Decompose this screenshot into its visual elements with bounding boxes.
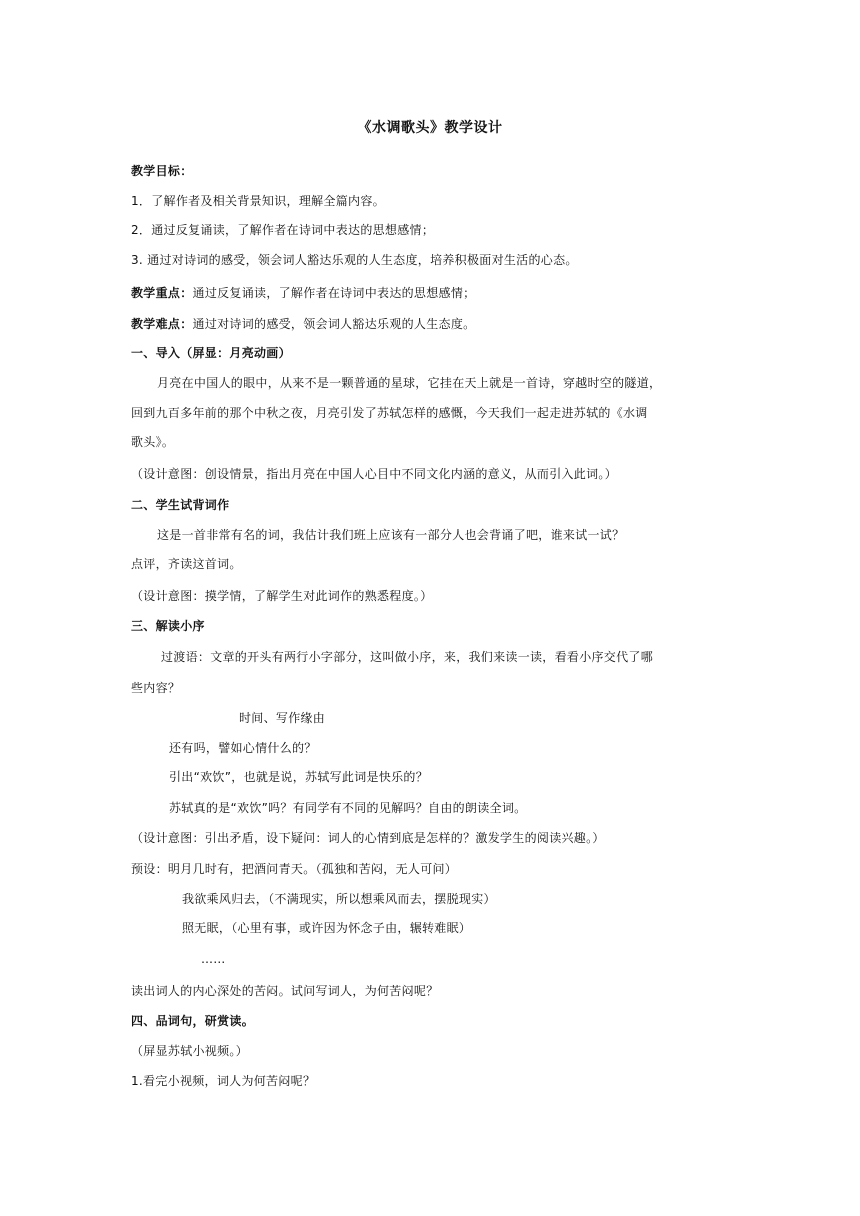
paragraph-line: 还有吗，譬如心情什么的？ — [169, 741, 317, 755]
paragraph-line: 这是一首非常有名的词，我估计我们班上应该有一部分人也会背诵了吧，谁来试一试？ — [157, 528, 625, 542]
design-intent: （设计意图：摸学情，了解学生对此词作的熟悉程度。） — [131, 589, 433, 603]
key-point-text: 通过反复诵读，了解作者在诗词中表达的思想感情； — [192, 286, 476, 300]
section-heading: 一、导入（屏显：月亮动画） — [131, 346, 291, 360]
paragraph-line: 我欲乘风归去，（不满现实，所以想乘风而去，摆脱现实） — [182, 892, 496, 906]
difficult-point-line — [131, 316, 475, 332]
paragraph-line: 引出“欢饮”，也就是说，苏轼写此词是快乐的？ — [169, 770, 429, 784]
difficult-point-label: 教学难点： — [131, 317, 193, 331]
design-intent: （设计意图：创设情景，指出月亮在中国人心目中不同文化内涵的意义，从而引入此词。） — [131, 467, 618, 481]
section-heading: 三、解读小序 — [131, 619, 205, 633]
section-heading: 二、学生试背词作 — [131, 498, 230, 512]
paragraph-line: 苏轼真的是“欢饮”吗？有同学有不同的见解吗？自由的朗读全词。 — [169, 801, 527, 815]
paragraph-line: 歌头》。 — [131, 435, 175, 449]
paragraph-line: 1.看完小视频，词人为何苦闷呢？ — [131, 1074, 316, 1088]
key-point-line — [131, 285, 475, 301]
paragraph-line: 读出词人的内心深处的苦闷。试问写词人，为何苦闷呢？ — [131, 984, 439, 998]
difficult-point-text: 通过对诗词的感受，领会词人豁达乐观的人生态度。 — [192, 317, 476, 331]
goal-item: 1．了解作者及相关背景知识，理解全篇内容。 — [131, 194, 385, 208]
paragraph-line: 月亮在中国人的眼中，从来不是一颗普通的星球，它挂在天上就是一首诗，穿越时空的隧道， — [157, 376, 662, 390]
design-intent: （设计意图：引出矛盾，设下疑问：词人的心情到底是怎样的？激发学生的阅读兴趣。） — [131, 831, 605, 845]
goal-item: 2．通过反复诵读，了解作者在诗词中表达的思想感情； — [131, 223, 435, 237]
document-title: 《水调歌头》教学设计 — [357, 120, 503, 136]
section-heading: 四、品词句，研赏读。 — [131, 1014, 255, 1028]
paragraph-line: （屏显苏轼小视频。） — [131, 1044, 249, 1058]
paragraph-line: 时间、写作缘由 — [239, 711, 326, 725]
paragraph-line: 照无眠，（心里有事，或许因为怀念子由，辗转难眠） — [182, 921, 472, 935]
paragraph-line: 过渡语：文章的开头有两行小字部分，这叫做小序，来，我们来读一读，看看小序交代了哪 — [161, 650, 654, 664]
ellipsis: …… — [201, 952, 226, 966]
paragraph-line: 些内容？ — [131, 681, 181, 695]
paragraph-line: 回到九百多年前的那个中秋之夜，月亮引发了苏轼怎样的感慨，今天我们一起走进苏轼的《水调 — [131, 406, 648, 420]
goals-heading: 教学目标： — [131, 164, 193, 178]
paragraph-line: 预设：明月几时有，把酒问青天。（孤独和苦闷，无人可问） — [131, 862, 458, 876]
goal-item: 3. 通过对诗词的感受，领会词人豁达乐观的人生态度，培养积极面对生活的心态。 — [131, 253, 578, 267]
paragraph-line: 点评，齐读这首词。 — [131, 557, 242, 571]
key-point-label: 教学重点： — [131, 286, 193, 300]
